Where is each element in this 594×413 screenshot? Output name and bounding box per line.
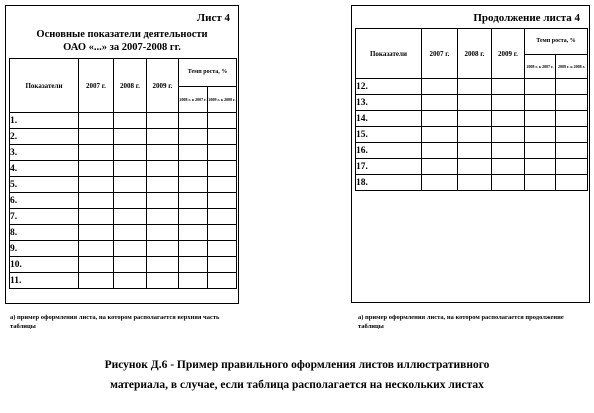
table-cell-empty bbox=[422, 79, 458, 95]
table-cell-empty bbox=[79, 161, 114, 177]
row-number: 16. bbox=[356, 143, 422, 159]
table-cell-empty bbox=[556, 159, 588, 175]
table-cell-empty bbox=[458, 111, 492, 127]
row-number: 2. bbox=[10, 129, 79, 145]
table-cell-empty bbox=[79, 129, 114, 145]
table-cell-empty bbox=[556, 79, 588, 95]
sheet-left bbox=[5, 5, 239, 304]
table-cell-empty bbox=[525, 127, 556, 143]
table-body bbox=[356, 79, 588, 191]
table-row bbox=[356, 111, 588, 127]
table-cell-empty bbox=[208, 273, 237, 289]
table-cell-empty bbox=[147, 145, 179, 161]
table-cell-empty bbox=[179, 273, 208, 289]
table-row bbox=[10, 145, 237, 161]
row-number: 6. bbox=[10, 193, 79, 209]
table-cell-empty bbox=[458, 143, 492, 159]
table-cell-empty bbox=[79, 257, 114, 273]
table-cell-empty bbox=[556, 111, 588, 127]
table-cell-empty bbox=[179, 145, 208, 161]
row-number: 10. bbox=[10, 257, 79, 273]
table-cell-empty bbox=[458, 159, 492, 175]
header-year-2008: 2008 г. bbox=[458, 29, 492, 79]
table-cell-empty bbox=[114, 193, 147, 209]
caption-left-sheet: а) пример оформления листа, на котором располагается верхняя часть таблицы bbox=[10, 314, 220, 330]
header-year-2009: 2009 г. bbox=[492, 29, 525, 79]
table-cell-empty bbox=[208, 257, 237, 273]
table-cell-empty bbox=[208, 193, 237, 209]
table-cell-empty bbox=[422, 159, 458, 175]
table-cell-empty bbox=[492, 95, 525, 111]
table-cell-empty bbox=[114, 177, 147, 193]
table-cell-empty bbox=[179, 257, 208, 273]
table-cell-empty bbox=[492, 159, 525, 175]
header-year-2007: 2007 г. bbox=[79, 59, 114, 113]
header-indicators: Показатели bbox=[356, 29, 422, 79]
table-cell-empty bbox=[79, 225, 114, 241]
table-cell-empty bbox=[179, 209, 208, 225]
table-cell-empty bbox=[208, 177, 237, 193]
table-cell-empty bbox=[79, 145, 114, 161]
table-cell-empty bbox=[208, 129, 237, 145]
table-cell-empty bbox=[147, 257, 179, 273]
row-number: 17. bbox=[356, 159, 422, 175]
table-cell-empty bbox=[114, 241, 147, 257]
table-cell-empty bbox=[208, 209, 237, 225]
figure-caption-line-2: материала, в случае, если таблица располагается на нескольких листах bbox=[110, 379, 484, 391]
table-cell-empty bbox=[79, 209, 114, 225]
table-title-line-1: Основные показатели деятельности bbox=[36, 29, 208, 40]
table-cell-empty bbox=[556, 175, 588, 191]
table-cell-empty bbox=[147, 273, 179, 289]
table-row bbox=[10, 161, 237, 177]
figure-caption bbox=[0, 355, 594, 395]
row-number: 5. bbox=[10, 177, 79, 193]
header-year-2008: 2008 г. bbox=[114, 59, 147, 113]
table-cell-empty bbox=[208, 113, 237, 129]
table-row bbox=[356, 127, 588, 143]
row-number: 9. bbox=[10, 241, 79, 257]
table-body bbox=[10, 113, 237, 289]
table-cell-empty bbox=[79, 241, 114, 257]
table-cell-empty bbox=[492, 111, 525, 127]
table-cell-empty bbox=[179, 129, 208, 145]
row-number: 18. bbox=[356, 175, 422, 191]
table-row bbox=[10, 209, 237, 225]
table-row bbox=[356, 95, 588, 111]
header-growth-2009-vs-2008: 2009 г. к 2008 г. bbox=[208, 87, 237, 113]
table-cell-empty bbox=[147, 177, 179, 193]
table-cell-empty bbox=[492, 79, 525, 95]
table-cell-empty bbox=[147, 161, 179, 177]
table-cell-empty bbox=[525, 159, 556, 175]
table-cell-empty bbox=[79, 113, 114, 129]
table-cell-empty bbox=[525, 95, 556, 111]
row-number: 13. bbox=[356, 95, 422, 111]
table-cell-empty bbox=[179, 193, 208, 209]
table-cell-empty bbox=[525, 111, 556, 127]
table-row bbox=[10, 193, 237, 209]
table-row bbox=[10, 113, 237, 129]
table-row bbox=[356, 79, 588, 95]
sheet-label: Продолжение листа 4 bbox=[473, 12, 580, 24]
table-cell-empty bbox=[556, 143, 588, 159]
table-row bbox=[10, 225, 237, 241]
table-cell-empty bbox=[114, 209, 147, 225]
figure-caption-line-1: Рисунок Д.6 - Пример правильного оформления листов иллюстративного bbox=[104, 359, 490, 371]
row-number: 14. bbox=[356, 111, 422, 127]
header-growth-2008-vs-2007: 2008 г. к 2007 г. bbox=[525, 55, 556, 79]
table-cell-empty bbox=[422, 175, 458, 191]
table-row bbox=[10, 177, 237, 193]
sheet-label: Лист 4 bbox=[196, 12, 230, 24]
row-number: 12. bbox=[356, 79, 422, 95]
table-header-row bbox=[10, 59, 237, 87]
table-row bbox=[10, 257, 237, 273]
header-growth-rate: Темп роста, % bbox=[525, 29, 588, 55]
table-cell-empty bbox=[556, 95, 588, 111]
table-cell-empty bbox=[492, 143, 525, 159]
table-cell-empty bbox=[114, 257, 147, 273]
table-title-line-2: ОАО «...» за 2007-2008 гг. bbox=[63, 42, 181, 53]
table-cell-empty bbox=[422, 127, 458, 143]
table-cell-empty bbox=[458, 175, 492, 191]
table-cell-empty bbox=[114, 225, 147, 241]
header-indicators: Показатели bbox=[10, 59, 79, 113]
table-cell-empty bbox=[147, 225, 179, 241]
data-table-top bbox=[9, 58, 237, 289]
table-cell-empty bbox=[422, 111, 458, 127]
row-number: 4. bbox=[10, 161, 79, 177]
table-cell-empty bbox=[492, 127, 525, 143]
table-cell-empty bbox=[492, 175, 525, 191]
table-cell-empty bbox=[114, 129, 147, 145]
table-row bbox=[356, 159, 588, 175]
table-cell-empty bbox=[458, 95, 492, 111]
table-cell-empty bbox=[114, 145, 147, 161]
table-cell-empty bbox=[525, 79, 556, 95]
table-cell-empty bbox=[79, 177, 114, 193]
header-year-2009: 2009 г. bbox=[147, 59, 179, 113]
table-cell-empty bbox=[179, 241, 208, 257]
table-cell-empty bbox=[458, 79, 492, 95]
table-cell-empty bbox=[208, 225, 237, 241]
table-cell-empty bbox=[147, 209, 179, 225]
table-cell-empty bbox=[79, 193, 114, 209]
table-cell-empty bbox=[422, 143, 458, 159]
table-cell-empty bbox=[147, 241, 179, 257]
table-row bbox=[356, 143, 588, 159]
header-year-2007: 2007 г. bbox=[422, 29, 458, 79]
row-number: 7. bbox=[10, 209, 79, 225]
table-cell-empty bbox=[114, 273, 147, 289]
table-cell-empty bbox=[179, 177, 208, 193]
row-number: 1. bbox=[10, 113, 79, 129]
table-row bbox=[10, 273, 237, 289]
table-cell-empty bbox=[422, 95, 458, 111]
row-number: 3. bbox=[10, 145, 79, 161]
header-growth-2009-vs-2008: 2009 г. к 2008 г. bbox=[556, 55, 588, 79]
table-cell-empty bbox=[114, 113, 147, 129]
table-cell-empty bbox=[556, 127, 588, 143]
row-number: 11. bbox=[10, 273, 79, 289]
header-growth-2008-vs-2007: 2008 г. к 2007 г. bbox=[179, 87, 208, 113]
table-cell-empty bbox=[525, 175, 556, 191]
table-cell-empty bbox=[208, 241, 237, 257]
table-cell-empty bbox=[147, 113, 179, 129]
table-cell-empty bbox=[147, 193, 179, 209]
table-cell-empty bbox=[458, 127, 492, 143]
table-row bbox=[10, 241, 237, 257]
table-cell-empty bbox=[179, 113, 208, 129]
table-cell-empty bbox=[179, 161, 208, 177]
data-table-continuation bbox=[355, 28, 588, 191]
table-cell-empty bbox=[525, 143, 556, 159]
table-cell-empty bbox=[114, 161, 147, 177]
table-header-row bbox=[356, 29, 588, 55]
table-cell-empty bbox=[208, 145, 237, 161]
table-cell-empty bbox=[147, 129, 179, 145]
table-cell-empty bbox=[208, 161, 237, 177]
row-number: 8. bbox=[10, 225, 79, 241]
table-cell-empty bbox=[179, 225, 208, 241]
sheet-right bbox=[351, 5, 590, 303]
table-row bbox=[356, 175, 588, 191]
row-number: 15. bbox=[356, 127, 422, 143]
caption-right-sheet: а) пример оформления листа, на котором располагается продолжение таблицы bbox=[358, 314, 564, 330]
header-growth-rate: Темп роста, % bbox=[179, 59, 237, 87]
table-cell-empty bbox=[79, 273, 114, 289]
table-row bbox=[10, 129, 237, 145]
